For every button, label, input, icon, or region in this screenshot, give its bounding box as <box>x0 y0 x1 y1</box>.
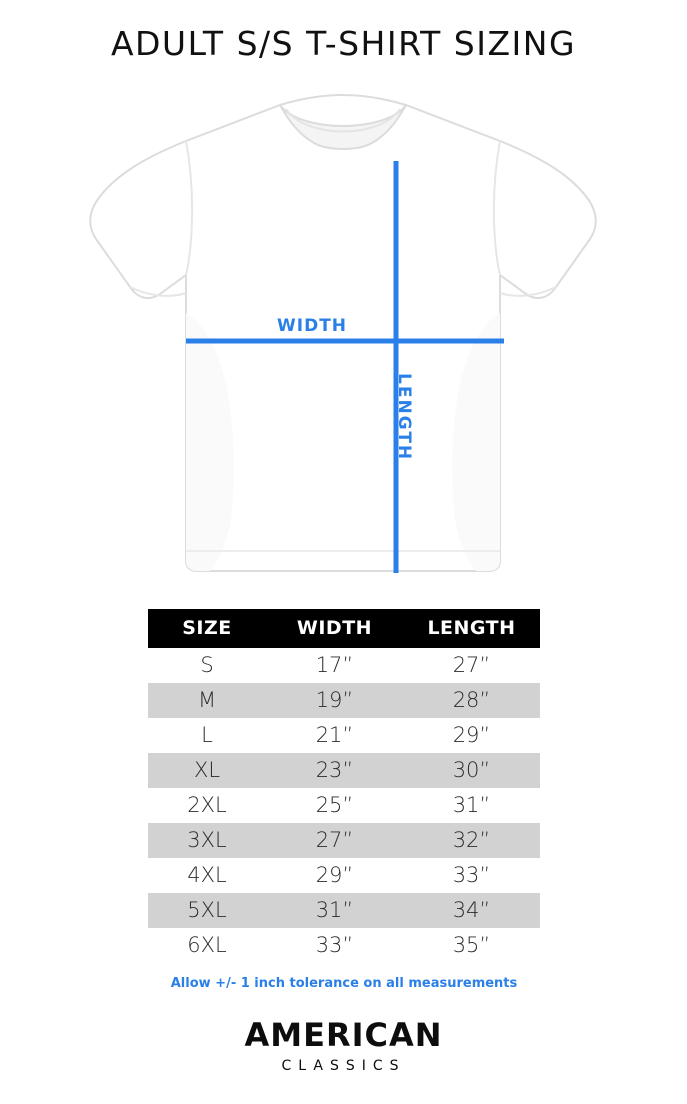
brand-footer <box>0 1016 687 1074</box>
size-chart-container <box>148 609 540 991</box>
cell-length: 31” <box>403 788 540 823</box>
table-row <box>148 858 540 893</box>
cell-width: 23” <box>266 753 403 788</box>
table-header-row <box>148 609 540 648</box>
cell-size: 6XL <box>148 928 266 963</box>
table-row <box>148 718 540 753</box>
header-width: WIDTH <box>266 609 403 648</box>
cell-width: 33” <box>266 928 403 963</box>
cell-size: XL <box>148 753 266 788</box>
brand-name: AMERICAN <box>244 1016 443 1054</box>
cell-length: 30” <box>403 753 540 788</box>
width-label: WIDTH <box>277 316 348 336</box>
brand-subtitle: CLASSICS <box>281 1058 406 1074</box>
cell-length: 29” <box>403 718 540 753</box>
tshirt-diagram <box>0 73 687 573</box>
cell-length: 33” <box>403 858 540 893</box>
cell-width: 29” <box>266 858 403 893</box>
size-chart-table <box>148 609 540 963</box>
table-row <box>148 753 540 788</box>
cell-length: 27” <box>403 648 540 683</box>
table-row <box>148 683 540 718</box>
length-label: LENGTH <box>394 373 414 462</box>
table-row <box>148 893 540 928</box>
cell-size: S <box>148 648 266 683</box>
cell-width: 25” <box>266 788 403 823</box>
cell-width: 19” <box>266 683 403 718</box>
table-row <box>148 788 540 823</box>
cell-size: 2XL <box>148 788 266 823</box>
cell-width: 21” <box>266 718 403 753</box>
header-length: LENGTH <box>403 609 540 648</box>
cell-size: M <box>148 683 266 718</box>
header-size: SIZE <box>148 609 266 648</box>
cell-size: 5XL <box>148 893 266 928</box>
cell-width: 27” <box>266 823 403 858</box>
table-row <box>148 648 540 683</box>
cell-width: 17” <box>266 648 403 683</box>
table-row <box>148 928 540 963</box>
cell-size: 4XL <box>148 858 266 893</box>
cell-length: 34” <box>403 893 540 928</box>
cell-size: 3XL <box>148 823 266 858</box>
page-title: ADULT S/S T-SHIRT SIZING <box>110 24 577 63</box>
cell-size: L <box>148 718 266 753</box>
cell-width: 31” <box>266 893 403 928</box>
cell-length: 32” <box>403 823 540 858</box>
table-row <box>148 823 540 858</box>
tolerance-note: Allow +/- 1 inch tolerance on all measurements <box>170 976 518 991</box>
cell-length: 28” <box>403 683 540 718</box>
cell-length: 35” <box>403 928 540 963</box>
